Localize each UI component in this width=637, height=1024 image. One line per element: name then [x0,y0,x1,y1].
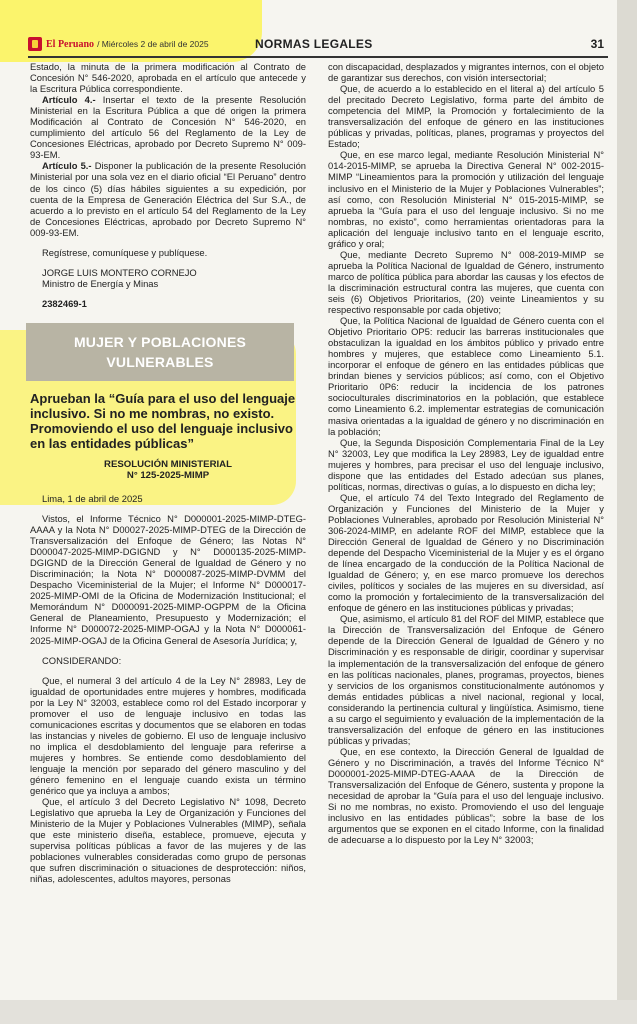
section-banner [26,323,294,381]
vistos-paragraph: Vistos, el Informe Técnico N° D000001-2025-MIMP-DTEG-AAAA y la Nota N° D00027-2025-MIMP-DTEG de la Dirección de Transversalización del Enfoque de Género; las Notas N° D000047-2025-MIMP-DGIGND y N° D000135-2025-MIMP-DGIGND de la Dirección General de Igualdad de Género y no Discriminación; la Nota N° D000087-2025-MIMP-DVMM del Despacho Viceministerial de la Mujer; el Informe N° D000017-2025-MIMP-OMI de la Oficina de Modernización Institucional; el Memorándum N° D000091-2025-MIMP-OGPPM de la Oficina General de Planeamiento, Presupuesto y Modernización; el Informe N° D000072-2025-MIMP-OGAJ y la Nota N° D000061-2025-MIMP-OGAJ de la Oficina General de Asesoría Jurídica; y, [30,512,306,646]
paragraph: Que, la Segunda Disposición Complementaria Final de la Ley N° 32003, Ley que modifica la Ley 28983, Ley de igualdad entre mujeres y hombres, para precisar el uso del lenguaje inclusivo, dispone que las entidades del Estado adecúan sus planes, políticas, normas, directivas o guías, a lo dispuesto en dicha ley; [328,436,604,492]
paragraph: con discapacidad, desplazados y migrantes internos, con el objeto de garantizar sus derechos, con visión intersectorial; [328,61,604,84]
paragraph: Que, de acuerdo a lo establecido en el literal a) del artículo 5 del precitado Decreto Legislativo, forma parte del ámbito de competencia del MIMP, la Promoción y fortalecimiento de la transversalización del enfoque de género en las instituciones públicas y privadas, políticas, planes, programas y proyectos del Estado; [328,83,604,150]
signer-name: JORGE LUIS MONTERO CORNEJO [42,266,197,278]
place-date: Lima, 1 de abril de 2025 [42,492,143,504]
paragraph: Que, el artículo 3 del Decreto Legislativo N° 1098, Decreto Legislativo que aprueba la Ley de Organización y Funciones del Ministerio de la Mujer y Poblaciones Vulnerables (MIMP), señala que este ministerio diseña, establece, promueve, ejecuta y supervisa políticas públicas a favor de las mujeres y de las poblaciones vulnerables consideradas como grupo de personas que sufren discriminación o situaciones de desprotección: niños, niñas, adolescentes, adultos mayores, personas [30,796,306,885]
article-4 [30,94,306,160]
paragraph: Que, en ese contexto, la Dirección General de Igualdad de Género y no Discriminación, a través del Informe Técnico N° D000001-2025-MIMP-DTEG-AAAA de la Dirección de Transversalización del Enfoque de Género, sustenta y propone la necesidad de aprobar la “Guía para el uso del lenguaje inclusivo. Si no me nombras, no existo. Promoviendo el uso del lenguaje inclusivo en las entidades públicas”; sobre la base de los argumentos que se exponen en el citado Informe, con la finalidad de adecuarse a lo dispuesto por la Ley N° 32003; [328,745,604,846]
paragraph: Que, el artículo 74 del Texto Integrado del Reglamento de Organización y Funciones del Ministerio de la Mujer y Poblaciones Vulnerables, aprobado por Resolución Ministerial N° 306-2024-MIMP, en adelante ROF del MIMP, establece que la Dirección General de Igualdad de Género y no Discriminación depende del Despacho Viceministerial de la Mujer y es el órgano de línea encargado de la conducción de la Política Nacional de Igualdad de Género; y, en ese marco promueve los derechos civiles, políticos y sociales de las mujeres en su diversidad, así como la promoción y fortalecimiento de la transversalización del enfoque de género en las instituciones públicas y privadas; [328,491,604,614]
article-label: Artículo 5.- [42,160,92,172]
paragraph: Que, mediante Decreto Supremo N° 008-2019-MIMP se aprueba la Política Nacional de Igualdad de Género, instrumento marco de política pública para abordar las causas y los efectos de la discriminación estructural contra las mujeres, que cuenta con seis (6) Objetivos Prioritarios, (20) veinte Lineamientos y su respectivo responsable por cada objetivo; [328,248,604,316]
signer-title: Ministro de Energía y Minas [42,277,159,289]
closing-formula: Regístrese, comuníquese y publíquese. [42,246,208,258]
page-number: 31 [590,37,604,51]
article-text: Disponer la publicación de la presente Resolución Ministerial por una sola vez en el diario oficial “El Peruano” dentro de los cinco (5) días hábiles siguientes a su expedición, por cuenta de la Empresa de Generación Eléctrica del Sur S.A., de acuerdo a lo previsto en el artículo 54 del Reglamento de la Ley de Concesiones Eléctricas, aprobado por Decreto Supremo N° 009-93-EM. [30,160,306,238]
brand-name: El Peruano [46,38,95,50]
header-date: / Miércoles 2 de abril de 2025 [97,39,209,49]
resolution-number: N° 125-2025-MIMP [126,469,210,481]
paragraph: Que, la Política Nacional de Igualdad de Género cuenta con el Objetivo Prioritario OP5: reducir las barreras institucionales que obstaculizan la igualdad en los ámbitos público y privado entre hombres y mujeres, que establece como Lineamiento 5.1. incorporar el enfoque de género en las entidades públicas que brindan bienes y servicios públicos; así como, con el Objetivo Prioritario 0P6: reducir la incidencia de los patrones socioculturales discriminatorios en la población, que establece como Lineamiento 6.2. implementar estrategias de comunicación masiva orientadas a la igualdad de género y no discriminación en la población; [328,315,604,437]
scan-background [0,1000,637,1024]
right-column [328,61,604,845]
paragraph: Que, el numeral 3 del artículo 4 de la Ley N° 28983, Ley de igualdad de oportunidades entre mujeres y hombres, modificada por la Ley N° 32003, establece como rol del Estado incorporar y promover el uso de lenguaje inclusivo en todas las comunicaciones escritas y documentos que se elaboren en todas las instancias y niveles de gobierno. El uso de lenguaje inclusivo no implica el desdoblamiento del lenguaje para referirse a mujeres y hombres. Se entiende como desdoblamiento del lenguaje la mención por separado del género masculino y del género femenino en el lenguaje cuando exista un término genérico que ya incluya a ambos; [30,674,306,797]
el-peruano-logo-icon [28,37,42,51]
publication-code: 2382469-1 [42,297,87,309]
header-rule [28,56,608,58]
article-5 [30,160,306,237]
resolution-type: RESOLUCIÓN MINISTERIAL [104,458,232,470]
paragraph: Que, en ese marco legal, mediante Resolución Ministerial N° 014-2015-MIMP, se aprueba la Directiva General N° 002-2015-MIMP “Lineamientos para la promoción y utilización del lenguaje inclusivo en el Ministerio de la Mujer y Poblaciones Vulnerables”; así como, con Resolución Ministerial N° 015-2015-MIMP, se aprueba la “Guía para el uso del lenguaje inclusivo. Si no me nombras, no existo”, como herramientas orientadoras para la aplicación del lenguaje inclusivo tanto en el lenguaje escrito, gráfico y oral; [328,149,604,249]
left-column [30,61,306,884]
page-header [28,34,608,54]
considerando-heading: CONSIDERANDO: [42,654,122,666]
banner-line: MUJER Y POBLACIONES [73,333,247,350]
article-text: Insertar el texto de la presente Resolución Ministerial en la Escritura Pública a que dé origen la primera Modificación al Contrato de Concesión N° 546-2020, en cumplimiento del artículo 56 del Reglamento de la Ley de Concesiones Eléctricas, aprobado por Decreto Supremo N° 009-93-EM. [30,94,306,161]
scan-edge [617,0,637,1000]
paragraph: Estado, la minuta de la primera modificación al Contrato de Concesión N° 546-2020, aprobada en el artículo que antecede y la Escritura Pública correspondiente. [30,61,306,95]
paragraph: Que, asimismo, el artículo 81 del ROF del MIMP, establece que la Dirección de Transversalización del Enfoque de Género depende de la Dirección General de Igualdad de Género y no Discriminación y es responsable de dirigir, coordinar y supervisar la implementación de la transversalización del enfoque de género en las políticas nacionales, planes, programas, proyectos, bienes y servicios de los organismos constitucionalmente autónomos y demás entidades públicas a nivel nacional, regional y local, considerando la pertinencia cultural y lingüística. Asimismo, tiene a su cargo el seguimiento y evaluación de la implementación de la transversalización del enfoque de género en las instituciones públicas y privadas; [328,613,604,746]
banner-line: VULNERABLES [106,353,214,370]
article-headline: Aprueban la “Guía para el uso del lenguaje inclusivo. Si no me nombras, no existo. Promoviendo el uso del lenguaje inclusivo en las entidades públicas” [30,390,296,451]
resolution-title [30,459,306,481]
section-title: NORMAS LEGALES [255,37,373,51]
article-label: Artículo 4.- [42,94,96,106]
